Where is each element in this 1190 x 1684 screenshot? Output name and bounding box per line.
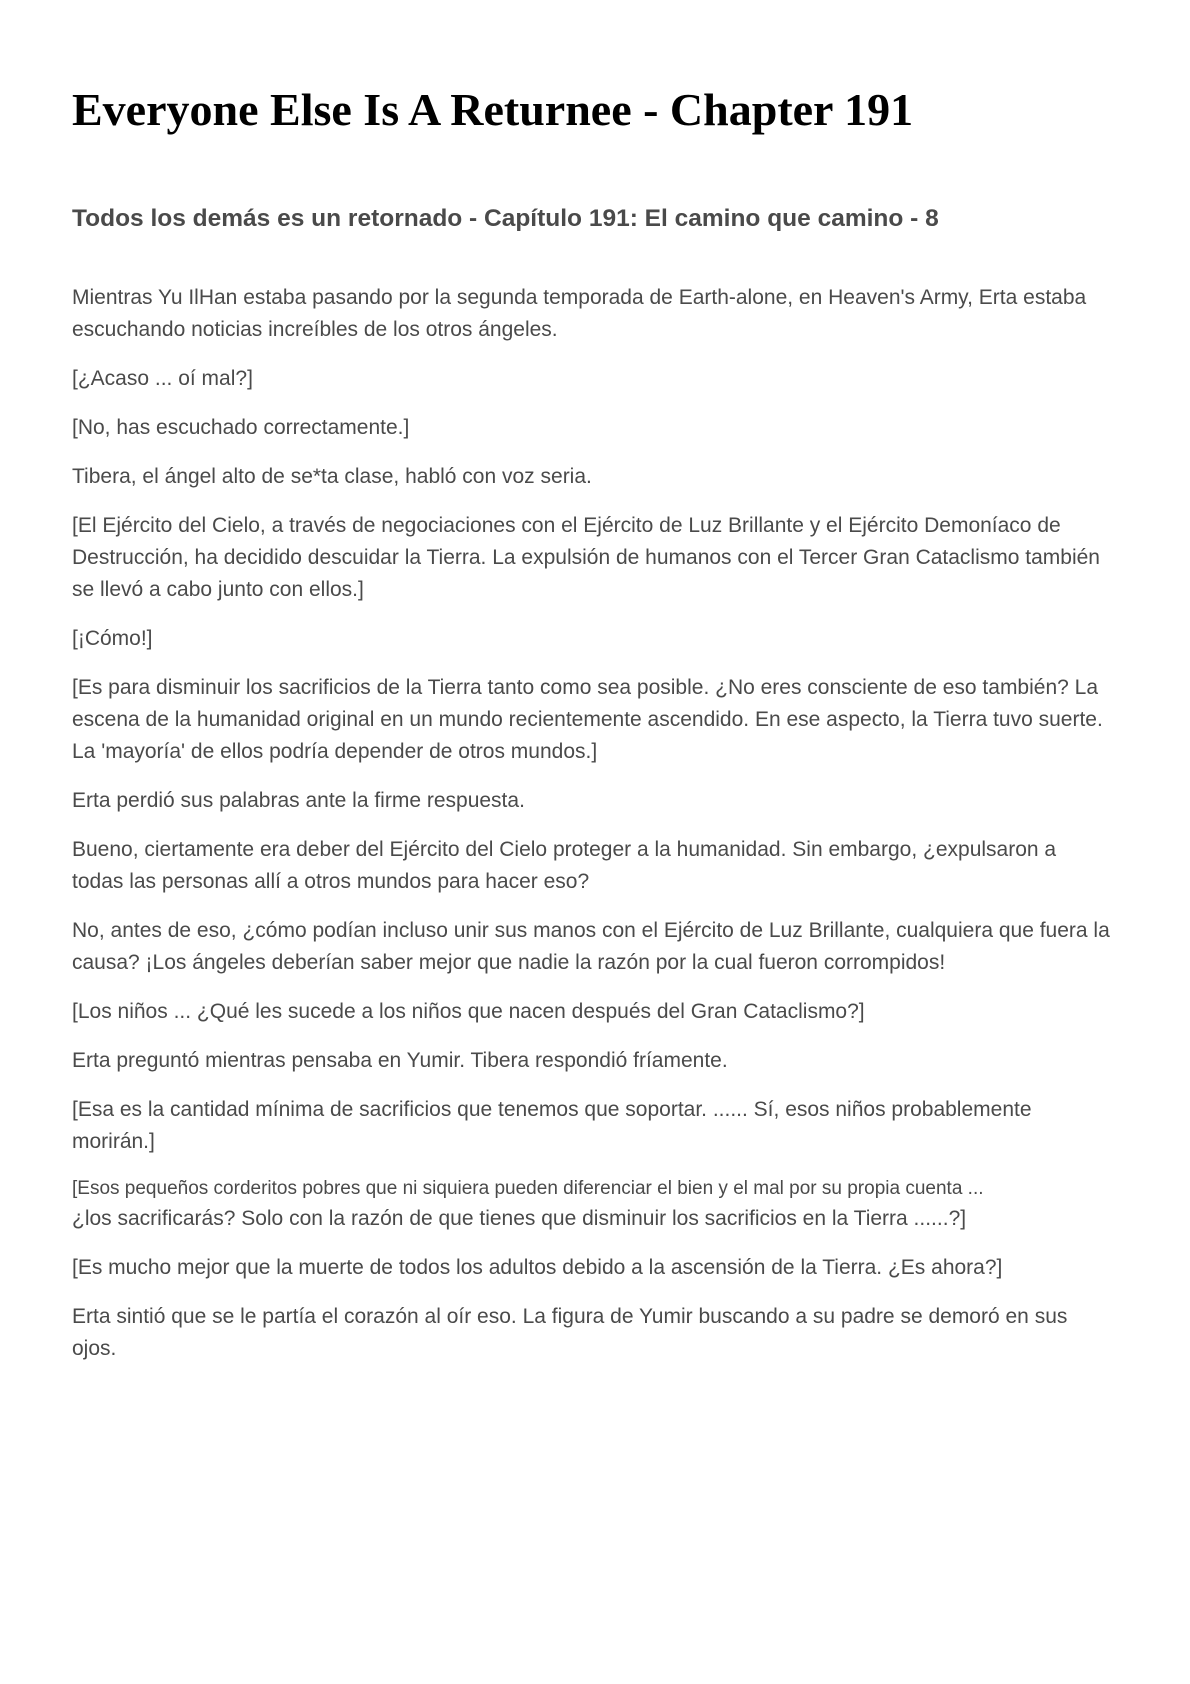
page-title: Everyone Else Is A Returnee - Chapter 191 [72,84,914,135]
paragraph: [Esos pequeños corderitos pobres que ni siquiera pueden diferenciar el bien y el mal por su propia cuenta ... [72,1178,984,1199]
paragraph: [Es para disminuir los sacrificios de la Tierra tanto como sea posible. ¿No eres consciente de eso también? La escena de la humanidad original en un mundo recientemente ascendido. En ese aspecto, la Tierra tuvo suerte. La 'mayoría' de ellos podría depender de otros mundos.] [72,676,1103,763]
paragraph: [¡Cómo!] [72,627,153,650]
paragraph: Erta preguntó mientras pensaba en Yumir. Tibera respondió fríamente. [72,1049,728,1072]
paragraph: ¿los sacrificarás? Solo con la razón de que tienes que disminuir los sacrificios en la Tierra ......?] [72,1207,967,1230]
paragraph: Erta perdió sus palabras ante la firme respuesta. [72,789,525,812]
paragraph: [¿Acaso ... oí mal?] [72,367,253,390]
paragraph: [No, has escuchado correctamente.] [72,416,410,439]
paragraph: No, antes de eso, ¿cómo podían incluso unir sus manos con el Ejército de Luz Brillante, cualquiera que fuera la causa? ¡Los ángeles deberían saber mejor que nadie la razón por la cual fueron corrompidos! [72,919,1110,974]
chapter-body [72,282,1112,1382]
paragraph: [Es mucho mejor que la muerte de todos los adultos debido a la ascensión de la Tierra. ¿Es ahora?] [72,1256,1003,1279]
paragraph: Tibera, el ángel alto de se*ta clase, habló con voz seria. [72,465,592,488]
paragraph: [Los niños ... ¿Qué les sucede a los niños que nacen después del Gran Cataclismo?] [72,1000,865,1023]
chapter-subtitle: Todos los demás es un retornado - Capítulo 191: El camino que camino - 8 [72,205,939,232]
paragraph: Bueno, ciertamente era deber del Ejército del Cielo proteger a la humanidad. Sin embargo, ¿expulsaron a todas las personas allí a otros mundos para hacer eso? [72,838,1057,893]
paragraph: [El Ejército del Cielo, a través de negociaciones con el Ejército de Luz Brillante y el Ejército Demoníaco de Destrucción, ha decidido descuidar la Tierra. La expulsión de humanos con el Tercer Gran Cataclismo también se llevó a cabo junto con ellos.] [72,514,1100,601]
paragraph: Mientras Yu IlHan estaba pasando por la segunda temporada de Earth-alone, en Heaven's Army, Erta estaba escuchando noticias increíbles de los otros ángeles. [72,286,1087,341]
paragraph: Erta sintió que se le partía el corazón al oír eso. La figura de Yumir buscando a su padre se demoró en sus ojos. [72,1305,1068,1360]
paragraph: [Esa es la cantidad mínima de sacrificios que tenemos que soportar. ...... Sí, esos niños probablemente morirán.] [72,1098,1032,1153]
